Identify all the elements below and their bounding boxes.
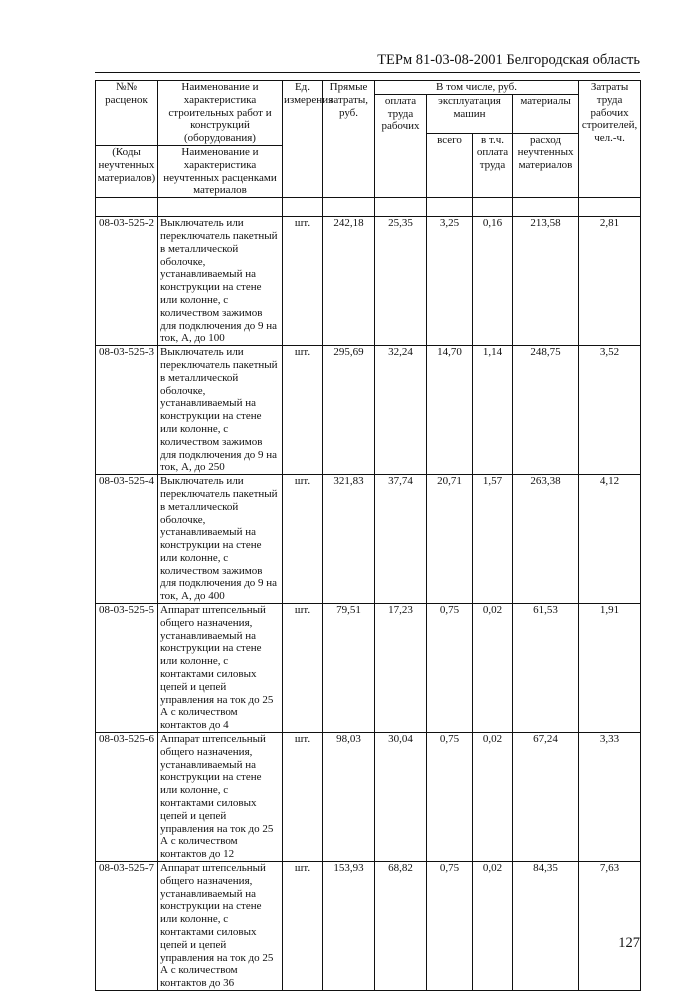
unit: шт. xyxy=(283,604,323,733)
materials: 248,75 xyxy=(513,346,579,475)
table-row xyxy=(96,475,641,604)
work-description: Выключатель или переключатель пакетный в металлической оболочке, устанавливаемый на конструкции на стене или колонне, с количеством зажимов для подключения до 9 на ток, А, до 250 xyxy=(158,346,283,475)
header-machine-pay: в т.ч. оплата труда xyxy=(473,133,513,197)
direct-costs: 153,93 xyxy=(323,862,375,991)
materials: 67,24 xyxy=(513,733,579,862)
machine-total: 3,25 xyxy=(427,217,473,346)
machine-total: 0,75 xyxy=(427,862,473,991)
header-unit: Ед. измерения xyxy=(283,81,323,198)
table-row xyxy=(96,346,641,475)
labor-pay: 25,35 xyxy=(375,217,427,346)
page-number: 127 xyxy=(618,935,640,951)
work-description: Выключатель или переключатель пакетный в металлической оболочке, устанавливаемый на конструкции на стене или колонне, с количеством зажимов для подключения до 9 на ток, А, до 400 xyxy=(158,475,283,604)
direct-costs: 321,83 xyxy=(323,475,375,604)
labor-cost: 4,12 xyxy=(579,475,641,604)
header-including: В том числе, руб. xyxy=(375,81,579,95)
labor-pay: 68,82 xyxy=(375,862,427,991)
table-row xyxy=(96,862,641,991)
machine-total: 0,75 xyxy=(427,733,473,862)
unit: шт. xyxy=(283,217,323,346)
machine-labor-pay: 1,14 xyxy=(473,346,513,475)
labor-cost: 3,33 xyxy=(579,733,641,862)
rate-code: 08-03-525-4 xyxy=(96,475,158,604)
work-description: Аппарат штепсельный общего назначения, устанавливаемый на конструкции на стене или колонне, с контактами силовых цепей и цепей управления на ток до 25 А с количеством контактов до 36 xyxy=(158,862,283,991)
rate-code: 08-03-525-5 xyxy=(96,604,158,733)
header-direct: Прямые затраты, руб. xyxy=(323,81,375,198)
header-code: №№ расценок xyxy=(96,81,158,146)
work-description: Выключатель или переключатель пакетный в металлической оболочке, устанавливаемый на конструкции на стене или колонне, с количеством зажимов для подключения до 9 на ток, А, до 100 xyxy=(158,217,283,346)
machine-labor-pay: 0,02 xyxy=(473,862,513,991)
work-description: Аппарат штепсельный общего назначения, устанавливаемый на конструкции на стене или колонне, с контактами силовых цепей и цепей управления на ток до 25 А с количеством контактов до 12 xyxy=(158,733,283,862)
machine-labor-pay: 1,57 xyxy=(473,475,513,604)
materials: 213,58 xyxy=(513,217,579,346)
unit: шт. xyxy=(283,475,323,604)
rate-code: 08-03-525-2 xyxy=(96,217,158,346)
work-description: Аппарат штепсельный общего назначения, устанавливаемый на конструкции на стене или колонне, с контактами силовых цепей и цепей управления на ток до 25 А с количеством контактов до 4 xyxy=(158,604,283,733)
materials: 84,35 xyxy=(513,862,579,991)
labor-cost: 7,63 xyxy=(579,862,641,991)
direct-costs: 295,69 xyxy=(323,346,375,475)
direct-costs: 242,18 xyxy=(323,217,375,346)
unit: шт. xyxy=(283,346,323,475)
labor-cost: 2,81 xyxy=(579,217,641,346)
materials: 61,53 xyxy=(513,604,579,733)
header-name: Наименование и характеристика строительных работ и конструкций (оборудования) xyxy=(158,81,283,146)
header-code-2: (Коды неучтенных материалов) xyxy=(96,145,158,197)
rate-code: 08-03-525-3 xyxy=(96,346,158,475)
unit: шт. xyxy=(283,733,323,862)
header-material-use: расход неучтенных материалов xyxy=(513,133,579,197)
rates-table xyxy=(95,80,641,991)
header-labor-pay: оплата труда рабочих xyxy=(375,94,427,197)
machine-total: 14,70 xyxy=(427,346,473,475)
direct-costs: 98,03 xyxy=(323,733,375,862)
labor-pay: 32,24 xyxy=(375,346,427,475)
labor-pay: 17,23 xyxy=(375,604,427,733)
machine-total: 20,71 xyxy=(427,475,473,604)
machine-labor-pay: 0,02 xyxy=(473,604,513,733)
table-row xyxy=(96,733,641,862)
labor-pay: 37,74 xyxy=(375,475,427,604)
direct-costs: 79,51 xyxy=(323,604,375,733)
header-materials: материалы xyxy=(513,94,579,133)
header-rule xyxy=(95,72,640,73)
rate-code: 08-03-525-7 xyxy=(96,862,158,991)
materials: 263,38 xyxy=(513,475,579,604)
header-labor-cost: Затраты труда рабочих строителей, чел.-ч. xyxy=(579,81,641,198)
labor-pay: 30,04 xyxy=(375,733,427,862)
labor-cost: 3,52 xyxy=(579,346,641,475)
table-row xyxy=(96,217,641,346)
rate-code: 08-03-525-6 xyxy=(96,733,158,862)
machine-labor-pay: 0,02 xyxy=(473,733,513,862)
labor-cost: 1,91 xyxy=(579,604,641,733)
header-machine: эксплуатация машин xyxy=(427,94,513,133)
machine-labor-pay: 0,16 xyxy=(473,217,513,346)
header-machine-total: всего xyxy=(427,133,473,197)
machine-total: 0,75 xyxy=(427,604,473,733)
document-header: ТЕРм 81-03-08-2001 Белгородская область xyxy=(377,52,640,68)
table-row xyxy=(96,604,641,733)
header-name-2: Наименование и характеристика неучтенных расценками материалов xyxy=(158,145,283,197)
unit: шт. xyxy=(283,862,323,991)
